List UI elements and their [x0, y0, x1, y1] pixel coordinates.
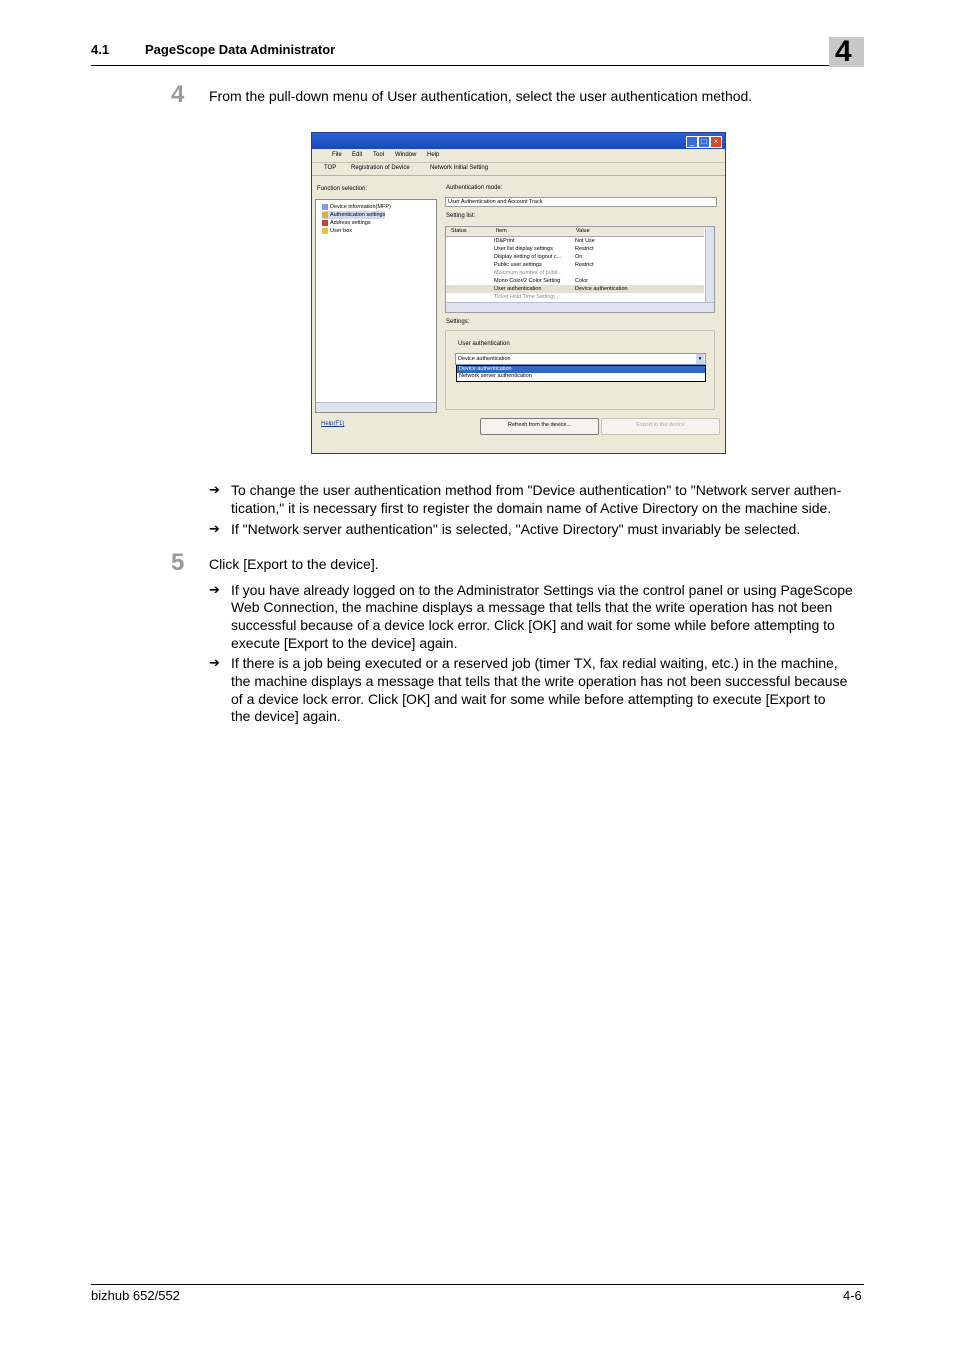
tree-item-selected[interactable]: Authentication settings — [322, 211, 385, 219]
minimize-icon[interactable]: _ — [686, 136, 698, 148]
menu-window[interactable]: Window — [395, 152, 417, 158]
help-link[interactable]: Help(F1) — [321, 421, 345, 427]
table-row[interactable]: User list display settings Restrict — [494, 246, 594, 252]
col-item: Item — [496, 228, 507, 234]
bullet-line: If you have already logged on to the Administrator Settings via the control panel or using PageScope — [231, 582, 853, 598]
user-auth-label: User authentication — [458, 341, 510, 347]
function-tree — [315, 199, 437, 413]
chapter-number: 4 — [835, 35, 852, 68]
tree-item[interactable]: Address settings — [322, 219, 371, 227]
toolbar — [312, 163, 725, 176]
bullet-line: If there is a job being executed or a reserved job (timer TX, fax redial waiting, etc.) in the machine, — [231, 655, 838, 671]
bullet-line: of a device lock error. Click [OK] and wait for some while before attempting to execute [Export to — [231, 691, 826, 707]
toolbar-top[interactable]: TOP — [324, 165, 337, 171]
table-row[interactable]: Public user settings Restrict — [494, 262, 594, 268]
tree-scrollbar[interactable] — [316, 402, 436, 412]
menu-bar — [312, 150, 725, 163]
settings-label: Settings: — [446, 319, 470, 325]
menu-file[interactable]: File — [332, 152, 342, 158]
section-number: 4.1 — [91, 42, 110, 57]
bullet-line: To change the user authentication method from "Device authentication" to "Network server authen- — [231, 482, 842, 498]
function-selection-label: Function selection: — [317, 186, 368, 192]
header-rule — [91, 65, 864, 66]
grid-header — [446, 227, 704, 237]
table-row[interactable]: Ticket Hold Time Setting(... — [494, 294, 560, 300]
footer-page-number: 4-6 — [843, 1288, 862, 1303]
footer-rule — [91, 1284, 864, 1285]
option-device-auth[interactable]: Device authentication — [457, 366, 705, 373]
close-icon[interactable]: × — [710, 136, 722, 148]
table-row[interactable]: Mono Color/2 Color Setting Color — [494, 278, 589, 284]
bullet-line: successful because of a device lock error. Click [OK] and wait for some while before attempting to — [231, 617, 835, 633]
toolbar-network-setting[interactable]: Network Initial Setting — [430, 165, 489, 171]
setting-list-grid — [445, 226, 715, 313]
option-network-server-auth[interactable]: Network server authentication — [459, 373, 532, 379]
arrow-icon: ➔ — [209, 482, 220, 497]
menu-tool[interactable]: Tool — [373, 152, 385, 158]
auth-dropdown-list — [456, 365, 706, 382]
bullet-line: tication," it is necessary first to register the domain name of Active Directory on the machine side. — [231, 500, 832, 516]
maximize-icon[interactable]: □ — [698, 136, 710, 148]
arrow-icon: ➔ — [209, 582, 220, 597]
title-bar — [312, 133, 725, 149]
step-text: From the pull-down menu of User authentication, select the user authentication method. — [209, 88, 753, 104]
auth-mode-field: User Authentication and Account Track — [445, 197, 717, 207]
section-title: PageScope Data Administrator — [145, 42, 336, 57]
arrow-icon: ➔ — [209, 655, 220, 670]
setting-list-label: Setting list: — [446, 213, 476, 219]
auth-mode-label: Authentication mode: — [446, 185, 503, 191]
tree-item[interactable]: Device information(MFP) — [322, 203, 391, 211]
chevron-down-icon[interactable]: ▾ — [696, 354, 704, 364]
step-number: 5 — [171, 549, 185, 576]
menu-help[interactable]: Help — [427, 152, 440, 158]
arrow-icon: ➔ — [209, 521, 220, 536]
table-row-selected[interactable]: User authentication Device authentication — [446, 285, 704, 293]
bullet-line: If "Network server authentication" is selected, "Active Directory" must invariably be selected. — [231, 521, 801, 537]
bullet-line: Web Connection, the machine displays a message that tells that the write operation has not been — [231, 599, 833, 615]
menu-edit[interactable]: Edit — [352, 152, 363, 158]
grid-vscrollbar[interactable] — [705, 227, 714, 302]
bullet-line: the device] again. — [231, 708, 341, 724]
footer-model: bizhub 652/552 — [91, 1288, 180, 1303]
bullet-line: the machine displays a message that tells that the write operation has not been successful because — [231, 673, 848, 689]
refresh-button[interactable]: Refresh from the device... — [480, 418, 599, 435]
tree-item[interactable]: User box — [322, 227, 352, 235]
col-value: Value — [576, 228, 590, 234]
table-row[interactable]: ID&Print Not Use — [494, 238, 595, 244]
bullet-line: execute [Export to the device] again. — [231, 635, 458, 651]
table-row[interactable]: Display setting of logout c... On — [494, 254, 583, 260]
app-window-screenshot — [311, 132, 726, 454]
table-row[interactable]: Maximum number of publi... — [494, 270, 562, 276]
toolbar-registration[interactable]: Registration of Device — [351, 165, 410, 171]
step-number: 4 — [171, 81, 185, 108]
step-text: Click [Export to the device]. — [209, 556, 379, 572]
export-button[interactable]: Export to the device — [601, 418, 720, 435]
user-auth-combo[interactable]: Device authentication ▾ — [455, 353, 706, 365]
col-status: Status — [451, 228, 467, 234]
grid-hscrollbar[interactable] — [446, 302, 714, 312]
